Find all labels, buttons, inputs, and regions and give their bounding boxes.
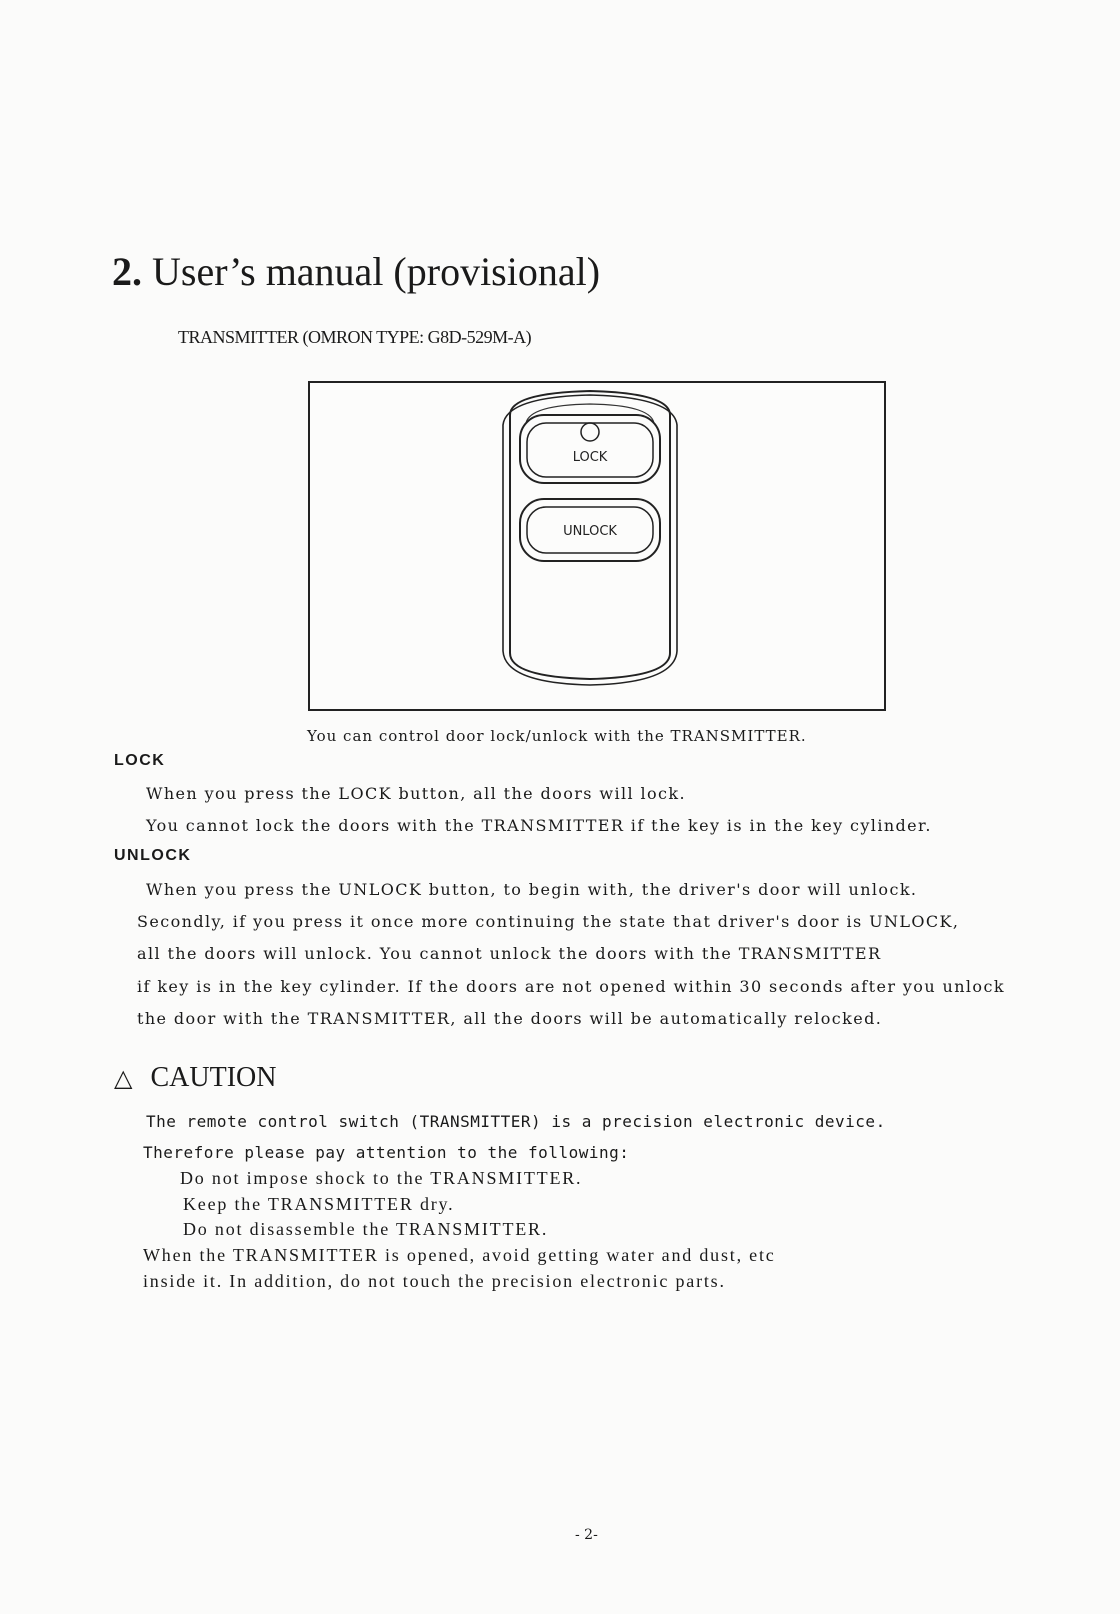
caution-line-3: When the TRANSMITTER is opened, avoid getting water and dust, etc xyxy=(143,1245,776,1265)
caution-heading xyxy=(114,1062,276,1094)
unlock-line-5: the door with the TRANSMITTER, all the doors will be automatically relocked. xyxy=(137,1009,883,1028)
figure-caption: You can control door lock/unlock with the TRANSMITTER. xyxy=(307,727,807,745)
caution-line-4: inside it. In addition, do not touch the precision electronic parts. xyxy=(143,1271,726,1291)
unlock-heading: UNLOCK xyxy=(114,847,192,864)
caution-item-2: Keep the TRANSMITTER dry. xyxy=(183,1194,455,1214)
transmitter-illustration xyxy=(310,383,888,713)
page-title xyxy=(112,248,600,295)
warning-triangle-icon: △ xyxy=(114,1064,133,1092)
unlock-line-1: When you press the UNLOCK button, to begin with, the driver's door will unlock. xyxy=(146,880,918,899)
lock-line-1: When you press the LOCK button, all the doors will lock. xyxy=(146,784,686,803)
transmitter-subtitle: TRANSMITTER (OMRON TYPE: G8D-529M-A) xyxy=(178,327,532,347)
unlock-line-4: if key is in the key cylinder. If the doors are not opened within 30 seconds after you unlock xyxy=(137,977,1005,996)
caution-item-3: Do not disassemble the TRANSMITTER. xyxy=(183,1219,549,1239)
caution-title: CAUTION xyxy=(150,1062,277,1093)
unlock-button-label: UNLOCK xyxy=(563,524,617,539)
lock-heading: LOCK xyxy=(114,752,166,769)
caution-line-1: The remote control switch (TRANSMITTER) is a precision electronic device. xyxy=(146,1112,886,1131)
title-text: User’s manual (provisional) xyxy=(152,249,601,294)
transmitter-figure xyxy=(308,381,886,711)
page-number: - 2- xyxy=(575,1527,598,1543)
unlock-line-3: all the doors will unlock. You cannot unlock the doors with the TRANSMITTER xyxy=(137,944,882,963)
section-number: 2. xyxy=(112,249,142,294)
caution-item-1: Do not impose shock to the TRANSMITTER. xyxy=(180,1168,583,1188)
lock-button-label: LOCK xyxy=(572,450,608,465)
unlock-line-2: Secondly, if you press it once more continuing the state that driver's door is UNLOCK, xyxy=(137,912,960,931)
caution-line-2: Therefore please pay attention to the following: xyxy=(143,1143,630,1162)
lock-line-2: You cannot lock the doors with the TRANSMITTER if the key is in the key cylinder. xyxy=(146,816,932,835)
